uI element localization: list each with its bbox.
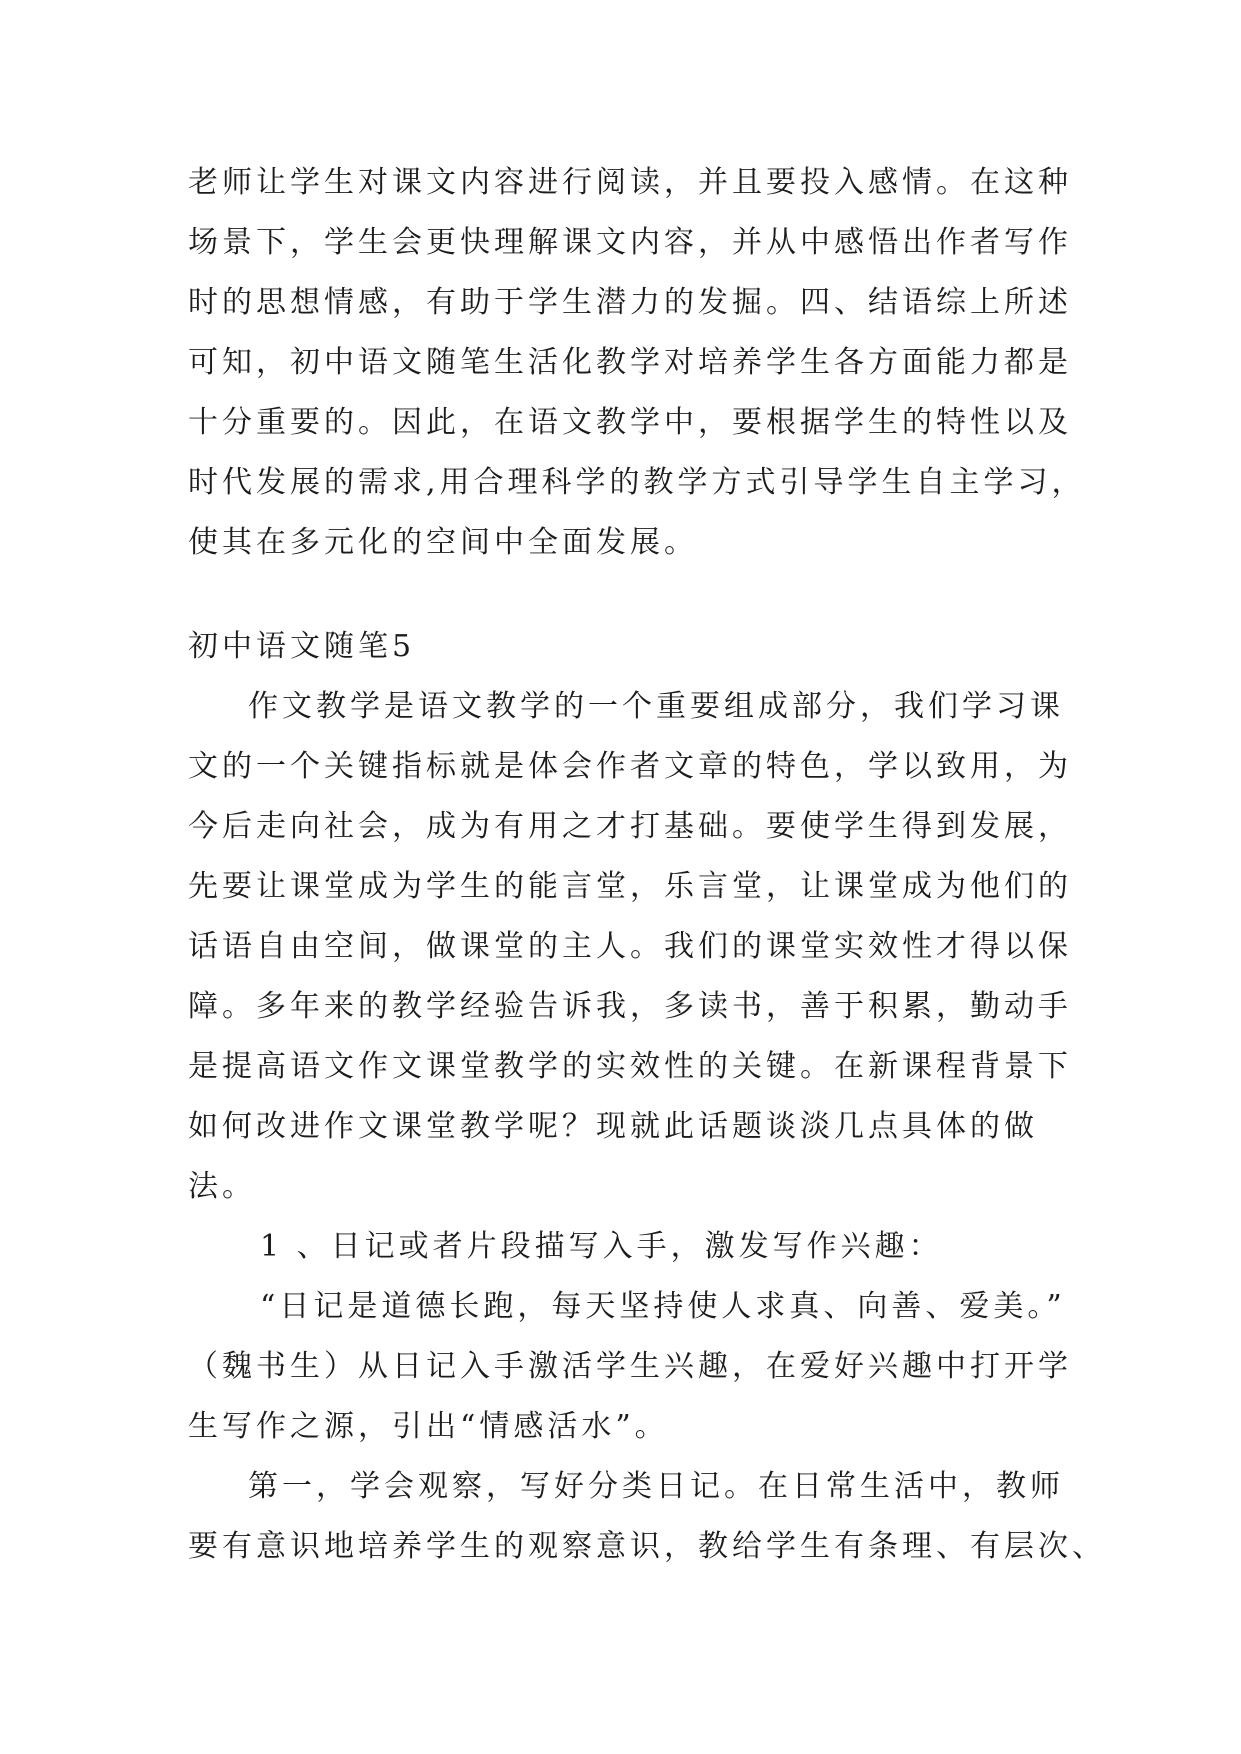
text-line: 今后走向社会，成为有用之才打基础。要使学生得到发展，	[188, 809, 1072, 844]
text-line: 如何改进作文课堂教学呢？现就此话题谈淡几点具体的做	[188, 1109, 1038, 1144]
text-line: （魏书生）从日记入手激活学生兴趣，在爱好兴趣中打开学	[188, 1349, 1072, 1384]
text-line: 生写作之源，引出“情感活水”。	[188, 1409, 669, 1444]
text-line: 场景下，学生会更快理解课文内容，并从中感悟出作者写作	[188, 225, 1072, 260]
text-line: 障。多年来的教学经验告诉我，多读书，善于积累，勤动手	[188, 989, 1072, 1024]
text-line: 要有意识地培养学生的观察意识，教给学生有条理、有层次、	[188, 1529, 1106, 1564]
text-line: 使其在多元化的空间中全面发展。	[188, 525, 698, 560]
section-body	[188, 677, 1106, 1577]
text-line: 时代发展的需求,用合理科学的教学方式引导学生自主学习，	[188, 465, 1086, 500]
text-line: 先要让课堂成为学生的能言堂，乐言堂，让课堂成为他们的	[188, 869, 1072, 904]
text-line: 十分重要的。因此，在语文教学中，要根据学生的特性以及	[188, 405, 1072, 440]
section-heading: 初中语文随笔5	[188, 629, 416, 664]
text-line: 可知，初中语文随笔生活化教学对培养学生各方面能力都是	[188, 345, 1072, 380]
text-line: 话语自由空间，做课堂的主人。我们的课堂实效性才得以保	[188, 929, 1072, 964]
text-line: 文的一个关键指标就是体会作者文章的特色，学以致用，为	[188, 749, 1072, 784]
text-line: “日记是道德长跑，每天坚持使人求真、向善、爱美。”	[260, 1289, 1066, 1324]
list-item-heading: 1 、日记或者片段描写入手，激发写作兴趣：	[260, 1229, 943, 1264]
text-line: 法。	[188, 1169, 256, 1204]
text-line: 作文教学是语文教学的一个重要组成部分，我们学习课	[248, 689, 1064, 724]
text-line: 是提高语文作文课堂教学的实效性的关键。在新课程背景下	[188, 1049, 1072, 1084]
paragraph-conclusion	[188, 153, 1086, 573]
text-line: 第一，学会观察，写好分类日记。在日常生活中，教师	[248, 1469, 1064, 1504]
text-line: 时的思想情感，有助于学生潜力的发掘。四、结语综上所述	[188, 285, 1072, 320]
text-line: 老师让学生对课文内容进行阅读，并且要投入感情。在这种	[188, 165, 1072, 200]
